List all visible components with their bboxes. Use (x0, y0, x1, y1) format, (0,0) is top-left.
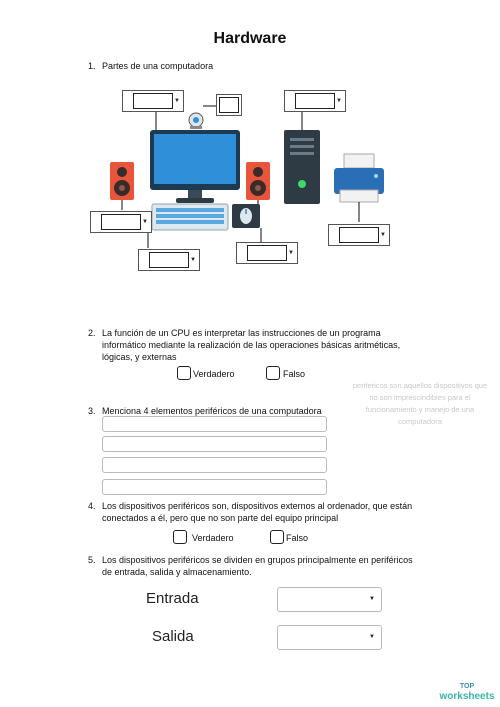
answer-box (339, 227, 379, 243)
question-number: 2. (88, 328, 96, 338)
question-number: 3. (88, 406, 96, 416)
answer-box (219, 97, 239, 113)
page-title: Hardware (213, 30, 287, 47)
q4-true-checkbox[interactable] (173, 530, 187, 544)
question-4 (88, 500, 428, 524)
question-text-line: informático mediante la realización de las operaciones básicas aritméticas, (102, 340, 401, 350)
answer-box (149, 252, 189, 268)
answer-box (295, 93, 335, 109)
q2-true-checkbox[interactable] (177, 366, 191, 380)
logo-top-text: TOP (459, 683, 475, 690)
question-1 (88, 60, 388, 72)
salida-select[interactable] (277, 625, 382, 650)
mouse-icon (232, 204, 260, 228)
computer-parts-illustration (78, 84, 418, 276)
question-text-line: Los dispositivos periféricos se dividen en grupos principalmente en periféricos (102, 555, 413, 565)
caret-down-icon: ▼ (369, 596, 375, 602)
caret-down-icon: ▼ (190, 257, 196, 263)
cpu-tower-icon (284, 130, 320, 204)
question-5 (88, 554, 428, 578)
q2-true-label: Verdadero (193, 369, 235, 379)
topworksheets-logo (438, 683, 496, 702)
question-number: 4. (88, 501, 96, 511)
q4-true-label: Verdadero (192, 533, 234, 543)
left-speaker-icon (110, 162, 134, 200)
right-speaker-icon (246, 162, 270, 200)
peripheral-answer-input-3[interactable] (102, 457, 327, 473)
printer-icon (334, 154, 384, 202)
webcam-answer-select[interactable] (216, 94, 242, 116)
q4-false-label: Falso (286, 533, 309, 543)
keyboard-icon (152, 204, 228, 230)
answer-box (101, 214, 141, 230)
salida-label: Salida (152, 628, 194, 645)
question-text-line: de entrada, salida y almacenamiento. (102, 567, 252, 577)
question-number: 5. (88, 555, 96, 565)
caret-down-icon: ▼ (142, 219, 148, 225)
question-text-line: conectados a él, pero que no son parte del equipo principal (102, 513, 339, 523)
q4-false-checkbox[interactable] (270, 530, 284, 544)
question-text-line: Los dispositivos periféricos son, dispositivos externos al ordenador, que están (102, 501, 413, 511)
question-text: Partes de una computadora (102, 61, 214, 71)
answer-box (133, 93, 173, 109)
logo-bottom-text: worksheets (439, 691, 495, 702)
question-number: 1. (88, 61, 96, 71)
q2-false-checkbox[interactable] (266, 366, 280, 380)
question-2 (88, 327, 428, 363)
caret-down-icon: ▼ (369, 634, 375, 640)
hint-text: perifericos son aquellos dispositivos que no son imprescindibles para el funcionamiento y manejo de una computadora (352, 381, 488, 426)
caret-down-icon: ▼ (380, 232, 386, 238)
peripheral-answer-input-1[interactable] (102, 416, 327, 432)
question-text-line: La función de un CPU es interpretar las instrucciones de un programa (102, 328, 381, 338)
printer-answer-select[interactable] (328, 224, 390, 246)
answer-box (247, 245, 287, 261)
q2-false-label: Falso (283, 369, 306, 379)
monitor-answer-select[interactable] (122, 90, 184, 112)
monitor-icon (150, 130, 240, 203)
keyboard-answer-select[interactable] (138, 249, 200, 271)
peripheral-answer-input-2[interactable] (102, 436, 327, 452)
caret-down-icon: ▼ (174, 98, 180, 104)
peripheral-answer-input-4[interactable] (102, 479, 327, 495)
entrada-label: Entrada (146, 590, 199, 607)
speaker-answer-select[interactable] (90, 211, 152, 233)
entrada-select[interactable] (277, 587, 382, 612)
tower-answer-select[interactable] (284, 90, 346, 112)
question-text: Menciona 4 elementos periféricos de una computadora (102, 406, 322, 416)
mouse-answer-select[interactable] (236, 242, 298, 264)
question-text-line: lógicas, y externas (102, 352, 177, 362)
webcam-icon (189, 113, 203, 129)
caret-down-icon: ▼ (336, 98, 342, 104)
caret-down-icon: ▼ (288, 250, 294, 256)
